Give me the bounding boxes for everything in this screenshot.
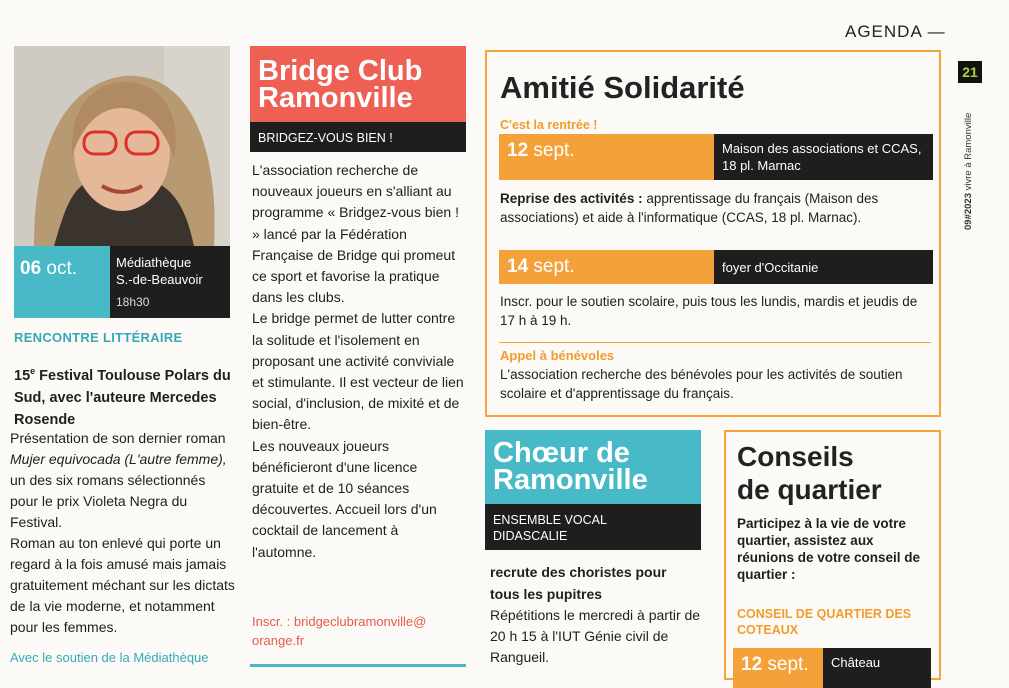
event-date-bar [14,246,230,318]
choeur-recruit: recrute des choristes pour tous les pupitres [490,564,667,602]
section-header: AGENDA — [845,22,946,41]
conseils-date-value [733,648,823,688]
date-1-place: Maison des associations et CCAS, 18 pl. Marnac [714,134,933,180]
magazine-name: vivre à Ramonville [963,112,974,191]
conseils-month: sept. [762,654,809,675]
event-venue [110,246,230,318]
amitie-text-2: Inscr. pour le soutien scolaire, puis tous les lundis, mardis et jeudis de 17 h à 19 h. [500,294,918,328]
date-2-day: 14 [507,256,529,277]
bridge-title-l2: Ramonville [258,82,413,114]
choeur-sub-l1: ENSEMBLE VOCAL [493,513,607,527]
date-1-month: sept. [528,140,575,161]
conseils-title-l2: de quartier [737,474,882,505]
bridge-body [252,160,464,563]
conseils-title [737,440,937,506]
choeur-body: Répétitions le mercredi à partir de 20 h 15 à l'IUT Génie civil de Rangueil. [490,607,701,665]
event-time: 18h30 [116,295,150,309]
conseils-day: 12 [741,654,763,675]
event-month: oct. [41,258,78,279]
conseils-title-l1: Conseils [737,441,854,472]
conseils-category: CONSEIL DE QUARTIER DES COTEAUX [737,607,912,637]
p1-end: un des six romans sélectionnés pour le prix Violeta Negra du Festival. [10,472,206,530]
date-1 [499,134,714,180]
book-title: Mujer equivocada (L'autre femme), [10,451,227,467]
amitie-date-1 [499,134,933,180]
amitie-date-2 [499,250,933,284]
amitie-text-1 [500,190,930,227]
venue-line-2: S.-de-Beauvoir [116,272,203,287]
amitie-title: Amitié Solidarité [500,70,745,105]
title-superscript: e [30,366,36,376]
venue-line-1: Médiathèque [116,255,192,270]
event-description [10,428,235,638]
page-number: 21 [958,61,982,83]
event-title [14,360,234,431]
amitie-text-1-bold: Reprise des activités : [500,191,643,206]
date-2-place: foyer d'Occitanie [714,250,933,284]
author-photo [14,46,230,246]
issue-number: 09#2023 [963,193,974,230]
bridge-p2: Le bridge permet de lutter contre la solitude et l'isolement en proposant une activité conviviale et stimulante. Il est vecteur de lien social, d'inclusion, de mixité et de bien-être. [252,310,464,433]
choeur-title-l1: Chœur de [493,437,630,469]
date-2 [499,250,714,284]
date-2-month: sept. [528,256,575,277]
title-number: 15 [14,367,31,384]
bridge-p1: L'association recherche de nouveaux joueurs en s'alliant au programme « Bridgez-vous bien ! » lancé par la Fédération Française de Bridge qui promeut ce sport et favorise la pratique dans les clubs. [252,162,459,306]
p1-start: Présentation de son dernier roman [10,430,226,446]
amitie-appeal-title: Appel à bénévoles [500,348,615,363]
choeur-title [485,430,701,504]
event-category: RENCONTRE LITTÉRAIRE [14,330,183,345]
choeur-sub-l2: DIDASCALIE [493,529,568,543]
divider [499,342,931,343]
amitie-text-1-body: apprentissage du français (Maison des associations) et aide à l'informatique (CCAS, 18 pl. Marnac). [500,191,879,225]
bridge-p3: Les nouveaux joueurs bénéficieront d'une licence gratuite et de 10 séances découvertes. Accueil lors d'un cocktail de lancement à l'automne. [252,437,437,560]
bridge-contact-email[interactable]: Inscr. : bridgeclubramonville@ orange.fr [252,614,427,648]
bridge-title [250,46,466,122]
divider [250,664,466,667]
issue-label [960,95,982,235]
date-1-day: 12 [507,140,529,161]
choeur-title-l2: Ramonville [493,464,648,496]
amitie-text-3: L'association recherche des bénévoles pour les activités de soutien scolaire et d'apprentissage du français. [500,367,903,401]
title-text: Festival Toulouse Polars du Sud, avec l'auteure Mercedes Rosende [14,367,231,428]
description-p1 [10,428,235,533]
amitie-kicker: C'est la rentrée ! [500,118,598,132]
choeur-subtitle [485,504,701,550]
bridge-subtitle: BRIDGEZ-VOUS BIEN ! [250,122,466,152]
event-date [14,246,110,318]
conseils-place: Château [823,648,931,688]
bridge-title-l1: Bridge Club [258,55,423,87]
description-p2: Roman au ton enlevé qui porte un regard à la fois amusé mais jamais gratuitement méchant sur les dictats de la vie moderne, et notamment pour les femmes. [10,535,235,635]
event-day: 06 [20,258,42,279]
event-support: Avec le soutien de la Médiathèque [10,650,209,665]
conseils-date [733,648,931,688]
conseils-body: Participez à la vie de votre quartier, assistez aux réunions de votre conseil de quartier : [737,516,921,582]
